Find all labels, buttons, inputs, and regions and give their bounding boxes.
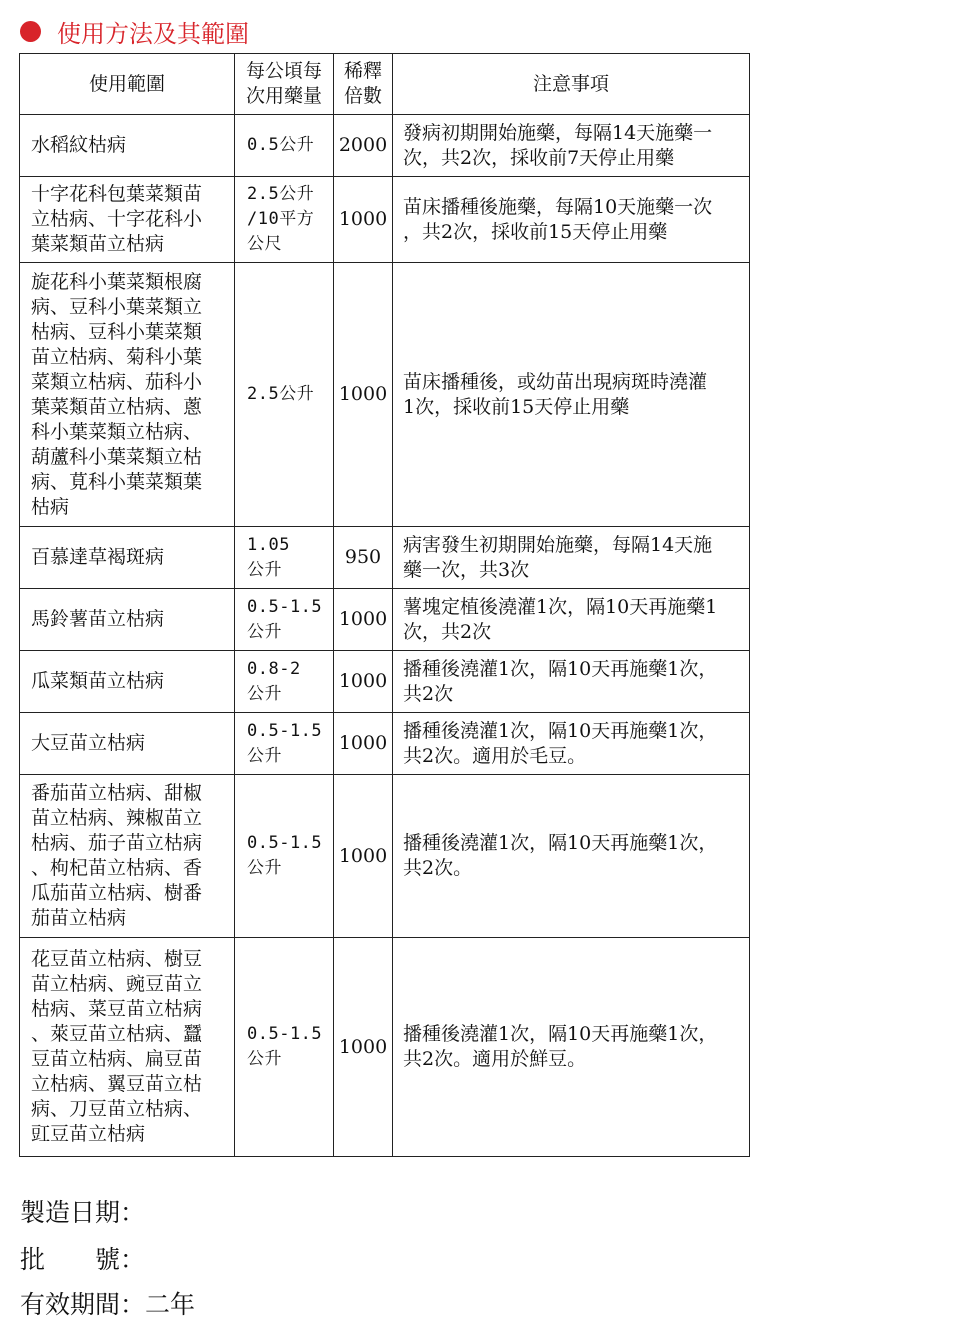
dose-cell-line: 2.5公升 bbox=[247, 184, 315, 204]
dose-cell bbox=[235, 177, 334, 263]
scope-cell-line: 大豆苗立枯病 bbox=[31, 732, 146, 754]
header-dilution bbox=[334, 54, 393, 115]
notes-cell-line: ，共2次，採收前15天停止用藥 bbox=[403, 220, 668, 243]
dilution-cell: 1000 bbox=[334, 651, 393, 713]
header-scope: 使用範圍 bbox=[20, 54, 235, 115]
scope-cell-line: 病、豆科小葉菜類立 bbox=[31, 295, 203, 318]
dilution-cell: 1000 bbox=[334, 713, 393, 775]
dilution-cell: 1000 bbox=[334, 263, 393, 527]
notes-cell-line: 次，共2次 bbox=[403, 620, 492, 643]
scope-cell-line: 番茄苗立枯病、甜椒 bbox=[31, 782, 203, 804]
notes-cell bbox=[393, 177, 750, 263]
scope-cell bbox=[20, 713, 235, 775]
scope-cell-line: 瓜菜類苗立枯病 bbox=[31, 670, 165, 692]
scope-cell-line: 科小葉菜類立枯病、 bbox=[31, 420, 203, 443]
scope-cell-line: 立枯病、十字花科小 bbox=[31, 208, 203, 230]
dose-cell-line: 0.5公升 bbox=[247, 135, 315, 155]
scope-cell-line: 百慕達草褐斑病 bbox=[31, 546, 165, 568]
notes-cell bbox=[393, 651, 750, 713]
manufacture-date bbox=[20, 1193, 145, 1229]
notes-cell-line: 薯塊定植後澆灌1次，隔10天再施藥1 bbox=[403, 595, 718, 618]
dose-cell bbox=[235, 938, 334, 1157]
scope-cell bbox=[20, 115, 235, 177]
notes-cell bbox=[393, 775, 750, 938]
scope-cell-line: 苗立枯病、豌豆苗立 bbox=[31, 973, 203, 995]
header-dose-line2: 次用藥量 bbox=[245, 85, 322, 107]
notes-cell bbox=[393, 527, 750, 589]
dose-cell-line: 公升 bbox=[247, 621, 282, 642]
dose-cell-line: 0.5-1.5 bbox=[247, 1024, 323, 1044]
red-bullet-icon bbox=[20, 21, 41, 42]
dose-cell-line: 0.5-1.5 bbox=[247, 596, 323, 617]
dose-cell bbox=[235, 651, 334, 713]
scope-cell bbox=[20, 589, 235, 651]
scope-cell-line: 十字花科包葉菜類苗 bbox=[31, 183, 203, 205]
notes-cell-line: 苗床播種後施藥，每隔10天施藥一次 bbox=[403, 195, 713, 218]
scope-cell-line: 枯病、豆科小葉菜類 bbox=[31, 320, 203, 343]
table-row bbox=[20, 713, 750, 775]
scope-cell-line: 病、莧科小葉菜類葉 bbox=[31, 470, 203, 493]
dose-cell bbox=[235, 713, 334, 775]
notes-cell-line: 共2次。適用於毛豆。 bbox=[403, 744, 587, 767]
table-row bbox=[20, 775, 750, 938]
header-dilution-line1: 稀釋 bbox=[343, 60, 382, 82]
dilution-cell: 1000 bbox=[334, 177, 393, 263]
dose-cell bbox=[235, 527, 334, 589]
dose-cell-line: 0.5-1.5 bbox=[247, 720, 323, 741]
scope-cell-line: 水稻紋枯病 bbox=[31, 134, 127, 156]
notes-cell-line: 次，共2次，採收前7天停止用藥 bbox=[403, 146, 675, 169]
table-row bbox=[20, 938, 750, 1157]
scope-cell-line: 旋花科小葉菜類根腐 bbox=[31, 270, 203, 293]
scope-cell-line: 枯病、茄子苗立枯病 bbox=[31, 832, 203, 854]
scope-cell-line: 菜類立枯病、茄科小 bbox=[31, 370, 203, 393]
scope-cell bbox=[20, 651, 235, 713]
usage-table bbox=[19, 53, 750, 1157]
notes-cell-line: 共2次。適用於鮮豆。 bbox=[403, 1048, 587, 1070]
notes-cell-line: 播種後澆灌1次，隔10天再施藥1次， bbox=[403, 1023, 718, 1045]
table-row bbox=[20, 263, 750, 527]
scope-cell-line: 、萊豆苗立枯病、蠶 bbox=[31, 1023, 203, 1045]
dose-cell-line: 0.5-1.5 bbox=[247, 833, 323, 853]
dose-cell-line: 1.05 bbox=[247, 534, 290, 555]
validity-label: 有效期間：二年 bbox=[20, 1290, 196, 1319]
dose-cell-line: 0.8-2 bbox=[247, 658, 301, 679]
scope-cell-line: 豆苗立枯病、扁豆苗 bbox=[31, 1048, 203, 1070]
notes-cell-line: 共2次。 bbox=[403, 857, 473, 879]
table-row bbox=[20, 115, 750, 177]
dose-cell bbox=[235, 589, 334, 651]
notes-cell-line: 播種後澆灌1次，隔10天再施藥1次， bbox=[403, 657, 718, 680]
scope-cell-line: 茄苗立枯病 bbox=[31, 907, 127, 929]
notes-cell-line: 苗床播種後，或幼苗出現病斑時澆灌 bbox=[403, 370, 708, 393]
dose-cell-line: 公升 bbox=[247, 858, 282, 878]
batch-label: 批 號： bbox=[20, 1245, 146, 1274]
dose-cell-line: 2.5公升 bbox=[247, 384, 315, 404]
scope-cell-line: 馬鈴薯苗立枯病 bbox=[31, 608, 165, 630]
dose-cell-line: /10平方 bbox=[247, 209, 315, 229]
scope-cell bbox=[20, 938, 235, 1157]
dose-cell-line: 公升 bbox=[247, 745, 282, 766]
dose-cell bbox=[235, 775, 334, 938]
notes-cell-line: 播種後澆灌1次，隔10天再施藥1次， bbox=[403, 719, 718, 742]
table-row bbox=[20, 589, 750, 651]
scope-cell bbox=[20, 177, 235, 263]
scope-cell-line: 立枯病、翼豆苗立枯 bbox=[31, 1073, 203, 1095]
table-row bbox=[20, 177, 750, 263]
header-dilution-line2: 倍數 bbox=[343, 85, 382, 107]
scope-cell-line: 枯病、菜豆苗立枯病 bbox=[31, 998, 203, 1020]
scope-cell-line: 葫蘆科小葉菜類立枯 bbox=[31, 445, 203, 468]
dilution-cell: 1000 bbox=[334, 775, 393, 938]
dilution-cell: 1000 bbox=[334, 938, 393, 1157]
scope-cell-line: 瓜茄苗立枯病、樹番 bbox=[31, 882, 203, 904]
scope-cell-line: 苗立枯病、辣椒苗立 bbox=[31, 807, 203, 829]
scope-cell-line: 病、刀豆苗立枯病、 bbox=[31, 1098, 203, 1120]
scope-cell-line: 葉菜類苗立枯病、蔥 bbox=[31, 395, 203, 418]
dose-cell-line: 公升 bbox=[247, 559, 282, 580]
notes-cell-line: 播種後澆灌1次，隔10天再施藥1次， bbox=[403, 832, 718, 854]
header-dose-line1: 每公頃每 bbox=[245, 60, 322, 82]
header-dose bbox=[235, 54, 334, 115]
notes-cell-line: 發病初期開始施藥，每隔14天施藥一 bbox=[403, 121, 713, 144]
scope-cell-line: 、枸杞苗立枯病、香 bbox=[31, 857, 203, 879]
scope-cell-line: 葉菜類苗立枯病 bbox=[31, 233, 165, 255]
dose-cell bbox=[235, 115, 334, 177]
dilution-cell: 1000 bbox=[334, 589, 393, 651]
notes-cell-line: 1次，採收前15天停止用藥 bbox=[403, 395, 630, 418]
validity-period bbox=[20, 1285, 195, 1321]
notes-cell-line: 藥一次，共3次 bbox=[403, 558, 530, 581]
dose-cell-line: 公尺 bbox=[247, 234, 282, 254]
notes-cell bbox=[393, 938, 750, 1157]
scope-cell bbox=[20, 263, 235, 527]
dilution-cell: 950 bbox=[334, 527, 393, 589]
batch-number bbox=[20, 1240, 145, 1276]
notes-cell-line: 共2次 bbox=[403, 682, 454, 705]
notes-cell bbox=[393, 115, 750, 177]
scope-cell bbox=[20, 527, 235, 589]
scope-cell bbox=[20, 775, 235, 938]
section-heading bbox=[20, 14, 249, 49]
scope-cell-line: 花豆苗立枯病、樹豆 bbox=[31, 948, 203, 970]
dilution-cell: 2000 bbox=[334, 115, 393, 177]
scope-cell-line: 苗立枯病、菊科小葉 bbox=[31, 345, 203, 368]
dose-cell-line: 公升 bbox=[247, 683, 282, 704]
dose-cell-line: 公升 bbox=[247, 1049, 282, 1069]
notes-cell bbox=[393, 263, 750, 527]
table-row bbox=[20, 527, 750, 589]
section-title: 使用方法及其範圍 bbox=[57, 20, 249, 48]
notes-cell-line: 病害發生初期開始施藥，每隔14天施 bbox=[403, 533, 713, 556]
scope-cell-line: 豇豆苗立枯病 bbox=[31, 1123, 146, 1145]
scope-cell-line: 枯病 bbox=[31, 495, 70, 518]
notes-cell bbox=[393, 713, 750, 775]
table-header-row bbox=[20, 54, 750, 115]
manufacture-date-label: 製造日期： bbox=[20, 1198, 146, 1227]
header-notes: 注意事項 bbox=[393, 54, 750, 115]
table-row bbox=[20, 651, 750, 713]
dose-cell bbox=[235, 263, 334, 527]
notes-cell bbox=[393, 589, 750, 651]
